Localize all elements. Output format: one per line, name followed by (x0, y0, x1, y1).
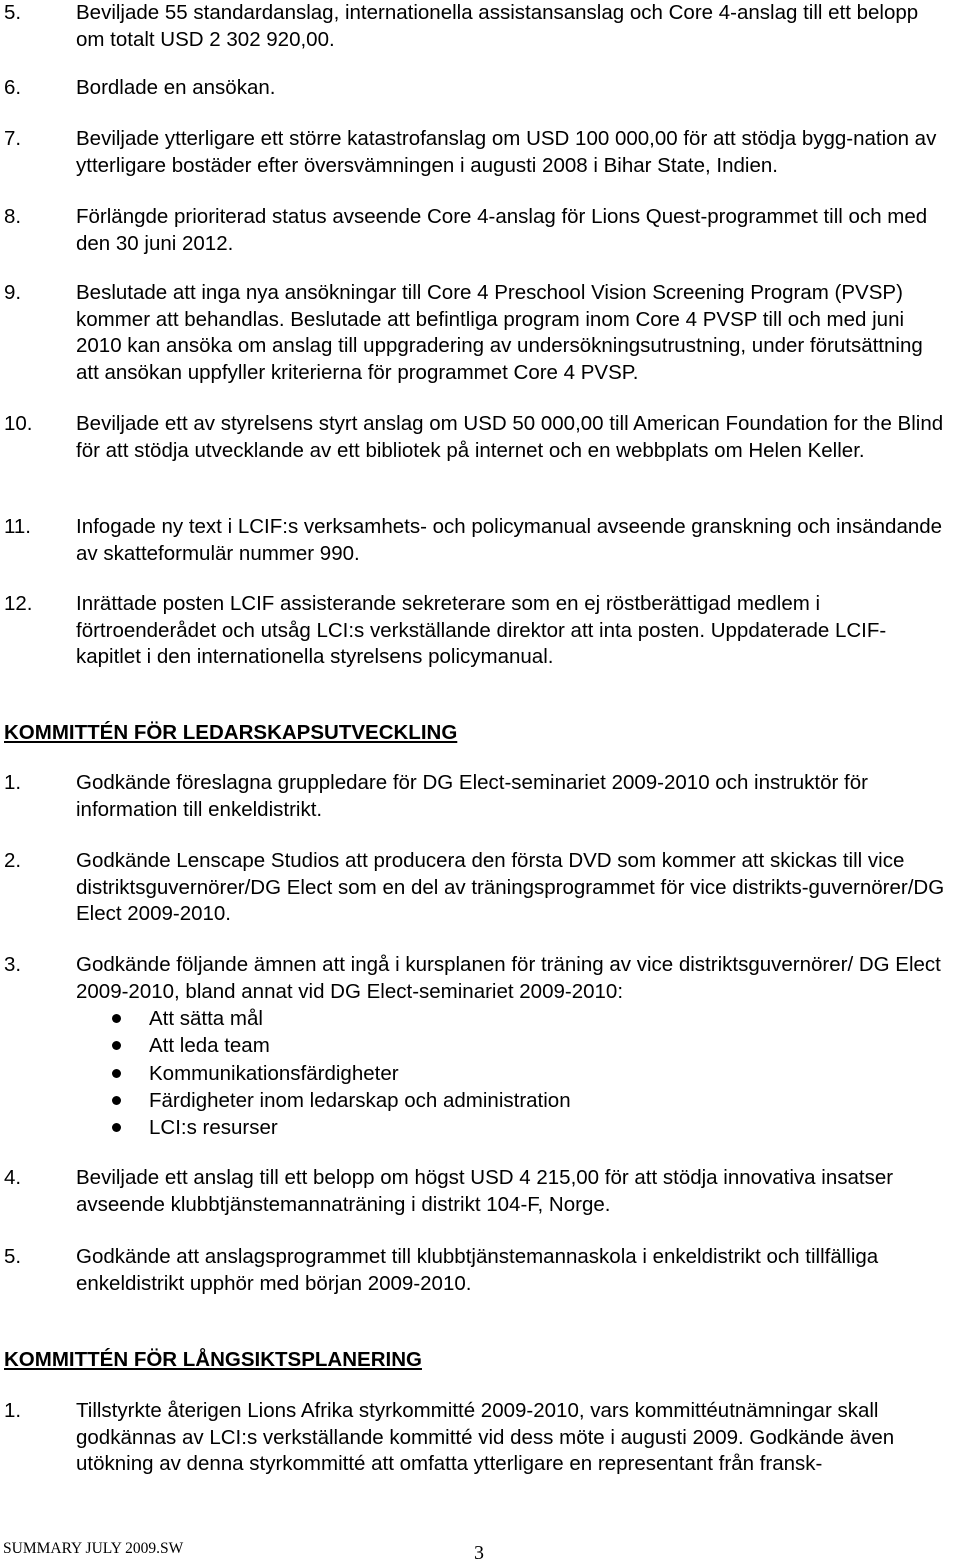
list-item (0, 1398, 950, 1478)
footer-document-label: SUMMARY JULY 2009.SW (3, 1540, 184, 1557)
list-item (0, 126, 950, 179)
list-item (0, 75, 950, 102)
bullet-text: Att sätta mål (149, 1007, 263, 1030)
item-text: Godkände Lenscape Studios att producera den första DVD som kommer att skickas till vice distriktsguvernörer/DG Elect som en del av träningsprogrammet för vice distrikts-guvernörer/DG Elect 2009-2010. (76, 849, 945, 925)
section-heading-long-range-planning: KOMMITTÉN FÖR LÅNGSIKTSPLANERING (4, 1348, 422, 1371)
item-number: 11. (4, 515, 31, 538)
item-text: Bordlade en ansökan. (76, 76, 276, 99)
item-text: Förlängde prioriterad status avseende Core 4-anslag för Lions Quest-programmet till och med den 30 juni 2012. (76, 205, 928, 255)
bullet-item (0, 1060, 900, 1087)
item-number: 10. (4, 412, 33, 435)
bullet-text: Kommunikationsfärdigheter (149, 1061, 399, 1085)
item-number: 3. (4, 953, 22, 976)
bullet-item (0, 1114, 900, 1141)
item-text: Beviljade ett av styrelsens styrt anslag om USD 50 000,00 till American Foundation for the Blind för att stödja utvecklande av ett bibliotek på internet och en webbplats om Helen Keller. (76, 412, 944, 462)
item-number: 7. (4, 127, 22, 150)
item-number: 4. (4, 1166, 22, 1189)
bullet-icon (112, 1014, 121, 1023)
bullet-item (0, 1032, 900, 1059)
item-number: 5. (4, 1, 22, 24)
item-text: Tillstyrkte återigen Lions Afrika styrkommitté 2009-2010, vars kommittéutnämningar skall godkännas av LCI:s verkställande kommitté vid dess möte i augusti 2009. Godkände även utökning av denna styrkommitté att omfatta ytterligare en representant från fransk- (76, 1399, 895, 1475)
item-number: 5. (4, 1245, 22, 1268)
page-number: 3 (474, 1542, 484, 1564)
bullet-text: Färdigheter inom ledarskap och administration (149, 1088, 571, 1112)
list-item (0, 411, 950, 464)
list-item (0, 770, 950, 823)
list-item (0, 952, 950, 1005)
item-number: 2. (4, 849, 22, 872)
bullet-list (0, 1005, 900, 1141)
item-text: Inrättade posten LCIF assisterande sekreterare som en ej röstberättigad medlem i förtroenderådet och utsåg LCI:s verkställande direktor att inta posten. Uppdaterade LCIF-kapitlet i den internationella styrelsens policymanual. (76, 592, 887, 668)
list-item (0, 514, 950, 567)
item-text: Beviljade ytterligare ett större katastrofanslag om USD 100 000,00 för att stödja bygg-nation av ytterligare bostäder efter översvämningen i augusti 2008 i Bihar State, Indien. (76, 127, 937, 177)
item-number: 6. (4, 76, 22, 99)
bullet-icon (112, 1041, 121, 1050)
item-text: Godkände föreslagna gruppledare för DG Elect-seminariet 2009-2010 och instruktör för information till enkeldistrikt. (76, 771, 868, 821)
item-number: 1. (4, 771, 22, 794)
item-number: 1. (4, 1399, 22, 1422)
list-item (0, 591, 950, 671)
section-heading-leadership: KOMMITTÉN FÖR LEDARSKAPSUTVECKLING (4, 721, 458, 744)
bullet-text: LCI:s resurser (149, 1116, 278, 1140)
list-item (0, 280, 950, 386)
bullet-icon (112, 1123, 121, 1132)
bullet-text: Att leda team (149, 1034, 270, 1058)
list-item (0, 1244, 950, 1297)
item-number: 9. (4, 281, 22, 304)
list-item (0, 1165, 950, 1218)
bullet-item (0, 1087, 900, 1114)
item-text: Beviljade ett anslag till ett belopp om högst USD 4 215,00 för att stödja innovativa insatser avseende klubbtjänstemannaträning i distrikt 104-F, Norge. (76, 1166, 894, 1216)
list-item (0, 204, 950, 257)
item-text: Infogade ny text i LCIF:s verksamhets- och policymanual avseende granskning och insändande av skatteformulär nummer 990. (76, 515, 943, 565)
item-text: Godkände följande ämnen att ingå i kursplanen för träning av vice distriktsguvernörer/ DG Elect 2009-2010, bland annat vid DG Elect-seminariet 2009-2010: (76, 953, 941, 1003)
item-text: Beviljade 55 standardanslag, internationella assistansanslag och Core 4-anslag till ett belopp om totalt USD 2 302 920,00. (76, 1, 919, 51)
item-number: 8. (4, 205, 22, 228)
bullet-item (0, 1005, 900, 1032)
item-text: Godkände att anslagsprogrammet till klubbtjänstemannaskola i enkeldistrikt och tillfälliga enkeldistrikt upphör med början 2009-2010. (76, 1245, 879, 1295)
list-item (0, 0, 950, 53)
bullet-icon (112, 1096, 121, 1105)
bullet-icon (112, 1069, 121, 1078)
list-item (0, 848, 950, 928)
item-number: 12. (4, 592, 33, 615)
item-text: Beslutade att inga nya ansökningar till Core 4 Preschool Vision Screening Program (PVSP) kommer att behandlas. Beslutade att befintliga program inom Core 4 PVSP till och med juni 2010 kan ansöka om anslag till uppgradering av undersökningsutrustning, under förutsättning att ansökan uppfyller kriterierna för programmet Core 4 PVSP. (76, 281, 923, 384)
